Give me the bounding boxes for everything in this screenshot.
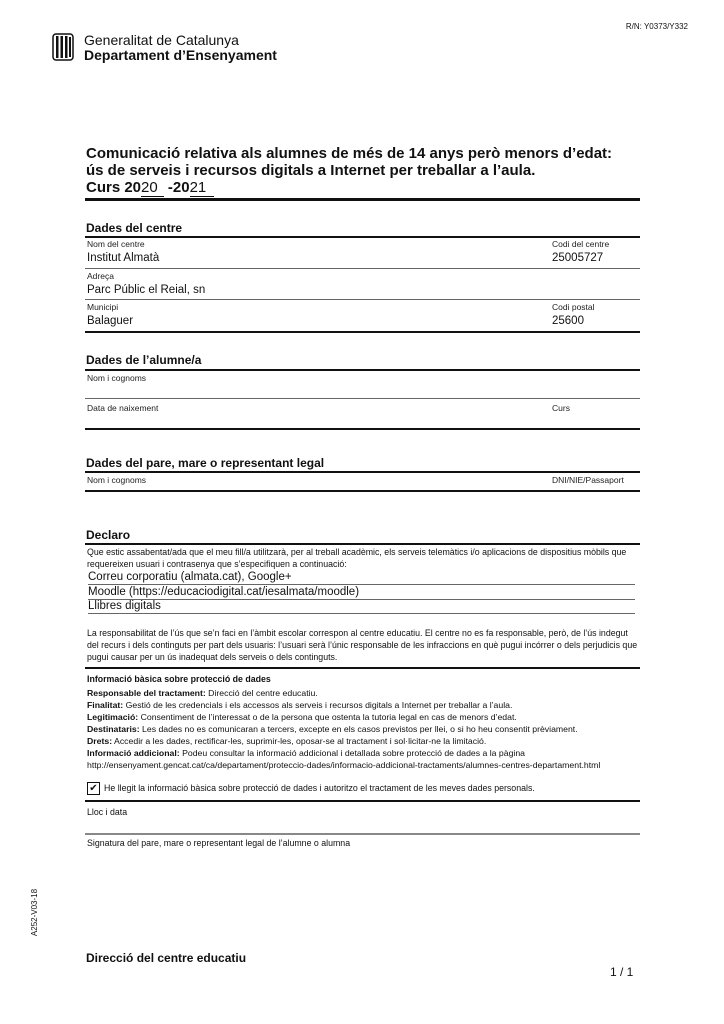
generalitat-logo-icon [52,33,74,61]
responsabilitat-text: La responsabilitat de l’ús que se’n faci en l’àmbit escolar correspon al centre educatiu. El centre no es fa responsable, però, de l’ús indegut del recurs i dels continguts per part dels usuaris: l’usuari serà l’únic responsable de les infraccions en què pugui incórrer o dels perjudicis que pugui causar per un ús inadequat dels serveis o dels continguts. [87,628,638,662]
section-centre-heading: Dades del centre [86,221,183,235]
service-field-3[interactable]: Llibres digitals [88,600,635,614]
data-naixement-label: Data de naixement [87,403,159,413]
divider [85,236,640,238]
page-title [86,145,612,196]
declaro-intro: Que estic assabentat/ada que el meu fill/a utilitzarà, per al treball acadèmic, els serveis telemàtics i/o aplicacions de dispositius mòbils que requereixen usuari i contrasenya que s’especifiquen a continuació: [87,547,627,569]
proteccio-item [87,687,642,699]
proteccio-item [87,711,642,723]
service-field-2[interactable]: Moodle (https://educaciodigital.cat/iesalmata/moodle) [88,586,635,600]
item-value: Podeu consultar la informació addicional i detallada sobre protecció de dades a la pàgina http://ensenyament.gencat.cat/ca/departament/proteccio-dades/informacio-addicional-tractaments/alumnes-centres-departament.html [87,748,601,770]
form-code: A252-V03-18 [30,888,40,937]
item-key: Responsable del tractament: [87,688,206,698]
nom-centre-field[interactable]: Institut Almatà [87,252,160,264]
proteccio-list [87,687,642,771]
item-key: Finalitat: [87,700,124,710]
nom-centre-label: Nom del centre [87,239,145,249]
adreca-label: Adreça [87,271,114,281]
alumne-nom-label: Nom i cognoms [87,373,147,383]
proteccio-item [87,723,642,735]
alumne-nom-field[interactable] [85,398,640,399]
direccio-label: Direcció del centre educatiu [86,951,247,965]
consent-label: He llegit la informació bàsica sobre protecció de dades i autoritzo el tractament de les meves dades personals. [104,783,535,793]
codi-centre-label: Codi del centre [552,239,610,249]
dni-label: DNI/NIE/Passaport [552,475,624,485]
item-key: Drets: [87,736,113,746]
item-value: Les dades no es comunicaran a tercers, excepte en els casos previstos per llei, o si ho heu consentit prèviament. [139,724,578,734]
section-pare-heading: Dades del pare, mare o representant legal [86,456,325,470]
proteccio-item [87,747,642,771]
section-alumne-heading: Dades de l’alumne/a [86,353,202,367]
proteccio-item [87,699,642,711]
pare-nom-label: Nom i cognoms [87,475,147,485]
divider [85,268,640,269]
item-value: Direcció del centre educatiu. [205,688,318,698]
curs-mid: -20 [167,179,190,196]
item-value: Gestió de les credencials i els accessos als serveis i recursos digitals a Internet per treballar a l’aula. [123,700,513,710]
curs-line [86,179,612,196]
organization-name [84,33,277,63]
org-line-1: Generalitat de Catalunya [84,32,239,48]
item-key: Informació addicional: [87,748,180,758]
codi-centre-field[interactable]: 25005727 [552,252,604,264]
divider [85,800,640,802]
service-field-1[interactable]: Correu corporatiu (almata.cat), Google+ [88,571,635,585]
lloc-data-field[interactable] [85,833,640,835]
item-value: Accedir a les dades, rectificar-les, suprimir-les, oposar-se al tractament i sol·licitar-ne la limitació. [112,736,487,746]
consent-checkbox[interactable] [87,782,100,795]
proteccio-heading: Informació bàsica sobre protecció de dades [87,674,271,684]
divider [85,428,640,430]
divider [85,299,640,300]
signatura-label: Signatura del pare, mare o representant legal de l’alumne o alumna [87,838,351,848]
proteccio-item [87,735,642,747]
curs-year2-field[interactable]: 21 [190,179,215,197]
org-line-2: Departament d’Ensenyament [84,47,277,63]
title-line-1: Comunicació relativa als alumnes de més de 14 anys però menors d’edat: [86,145,613,162]
divider [85,331,640,333]
divider [85,471,640,473]
checkmark-icon: ✔ [89,783,98,794]
curs-year1-field[interactable]: 20 [141,179,164,197]
municipi-label: Municipi [87,302,119,312]
lloc-data-label: Lloc i data [87,807,128,817]
divider [85,369,640,371]
reference-number: R/N: Y0373/Y332 [625,22,688,31]
adreca-field[interactable]: Parc Públic el Reial, sn [87,284,206,296]
title-line-2: ús de serveis i recursos digitals a Internet per treballar a l’aula. [86,162,536,179]
divider [85,490,640,492]
item-key: Legitimació: [87,712,139,722]
codi-postal-field[interactable]: 25600 [552,315,584,327]
codi-postal-label: Codi postal [552,302,595,312]
divider [85,543,640,545]
curs-prefix: Curs 20 [86,179,142,196]
divider [85,667,640,669]
section-declaro-heading: Declaro [86,528,131,542]
curs-label: Curs [552,403,570,413]
item-key: Destinataris: [87,724,140,734]
item-value: Consentiment de l’interessat o de la persona que ostenta la tutoria legal en cas de menors d’edat. [138,712,517,722]
municipi-field[interactable]: Balaguer [87,315,134,327]
divider [85,198,640,201]
page-number: 1 / 1 [610,965,634,979]
